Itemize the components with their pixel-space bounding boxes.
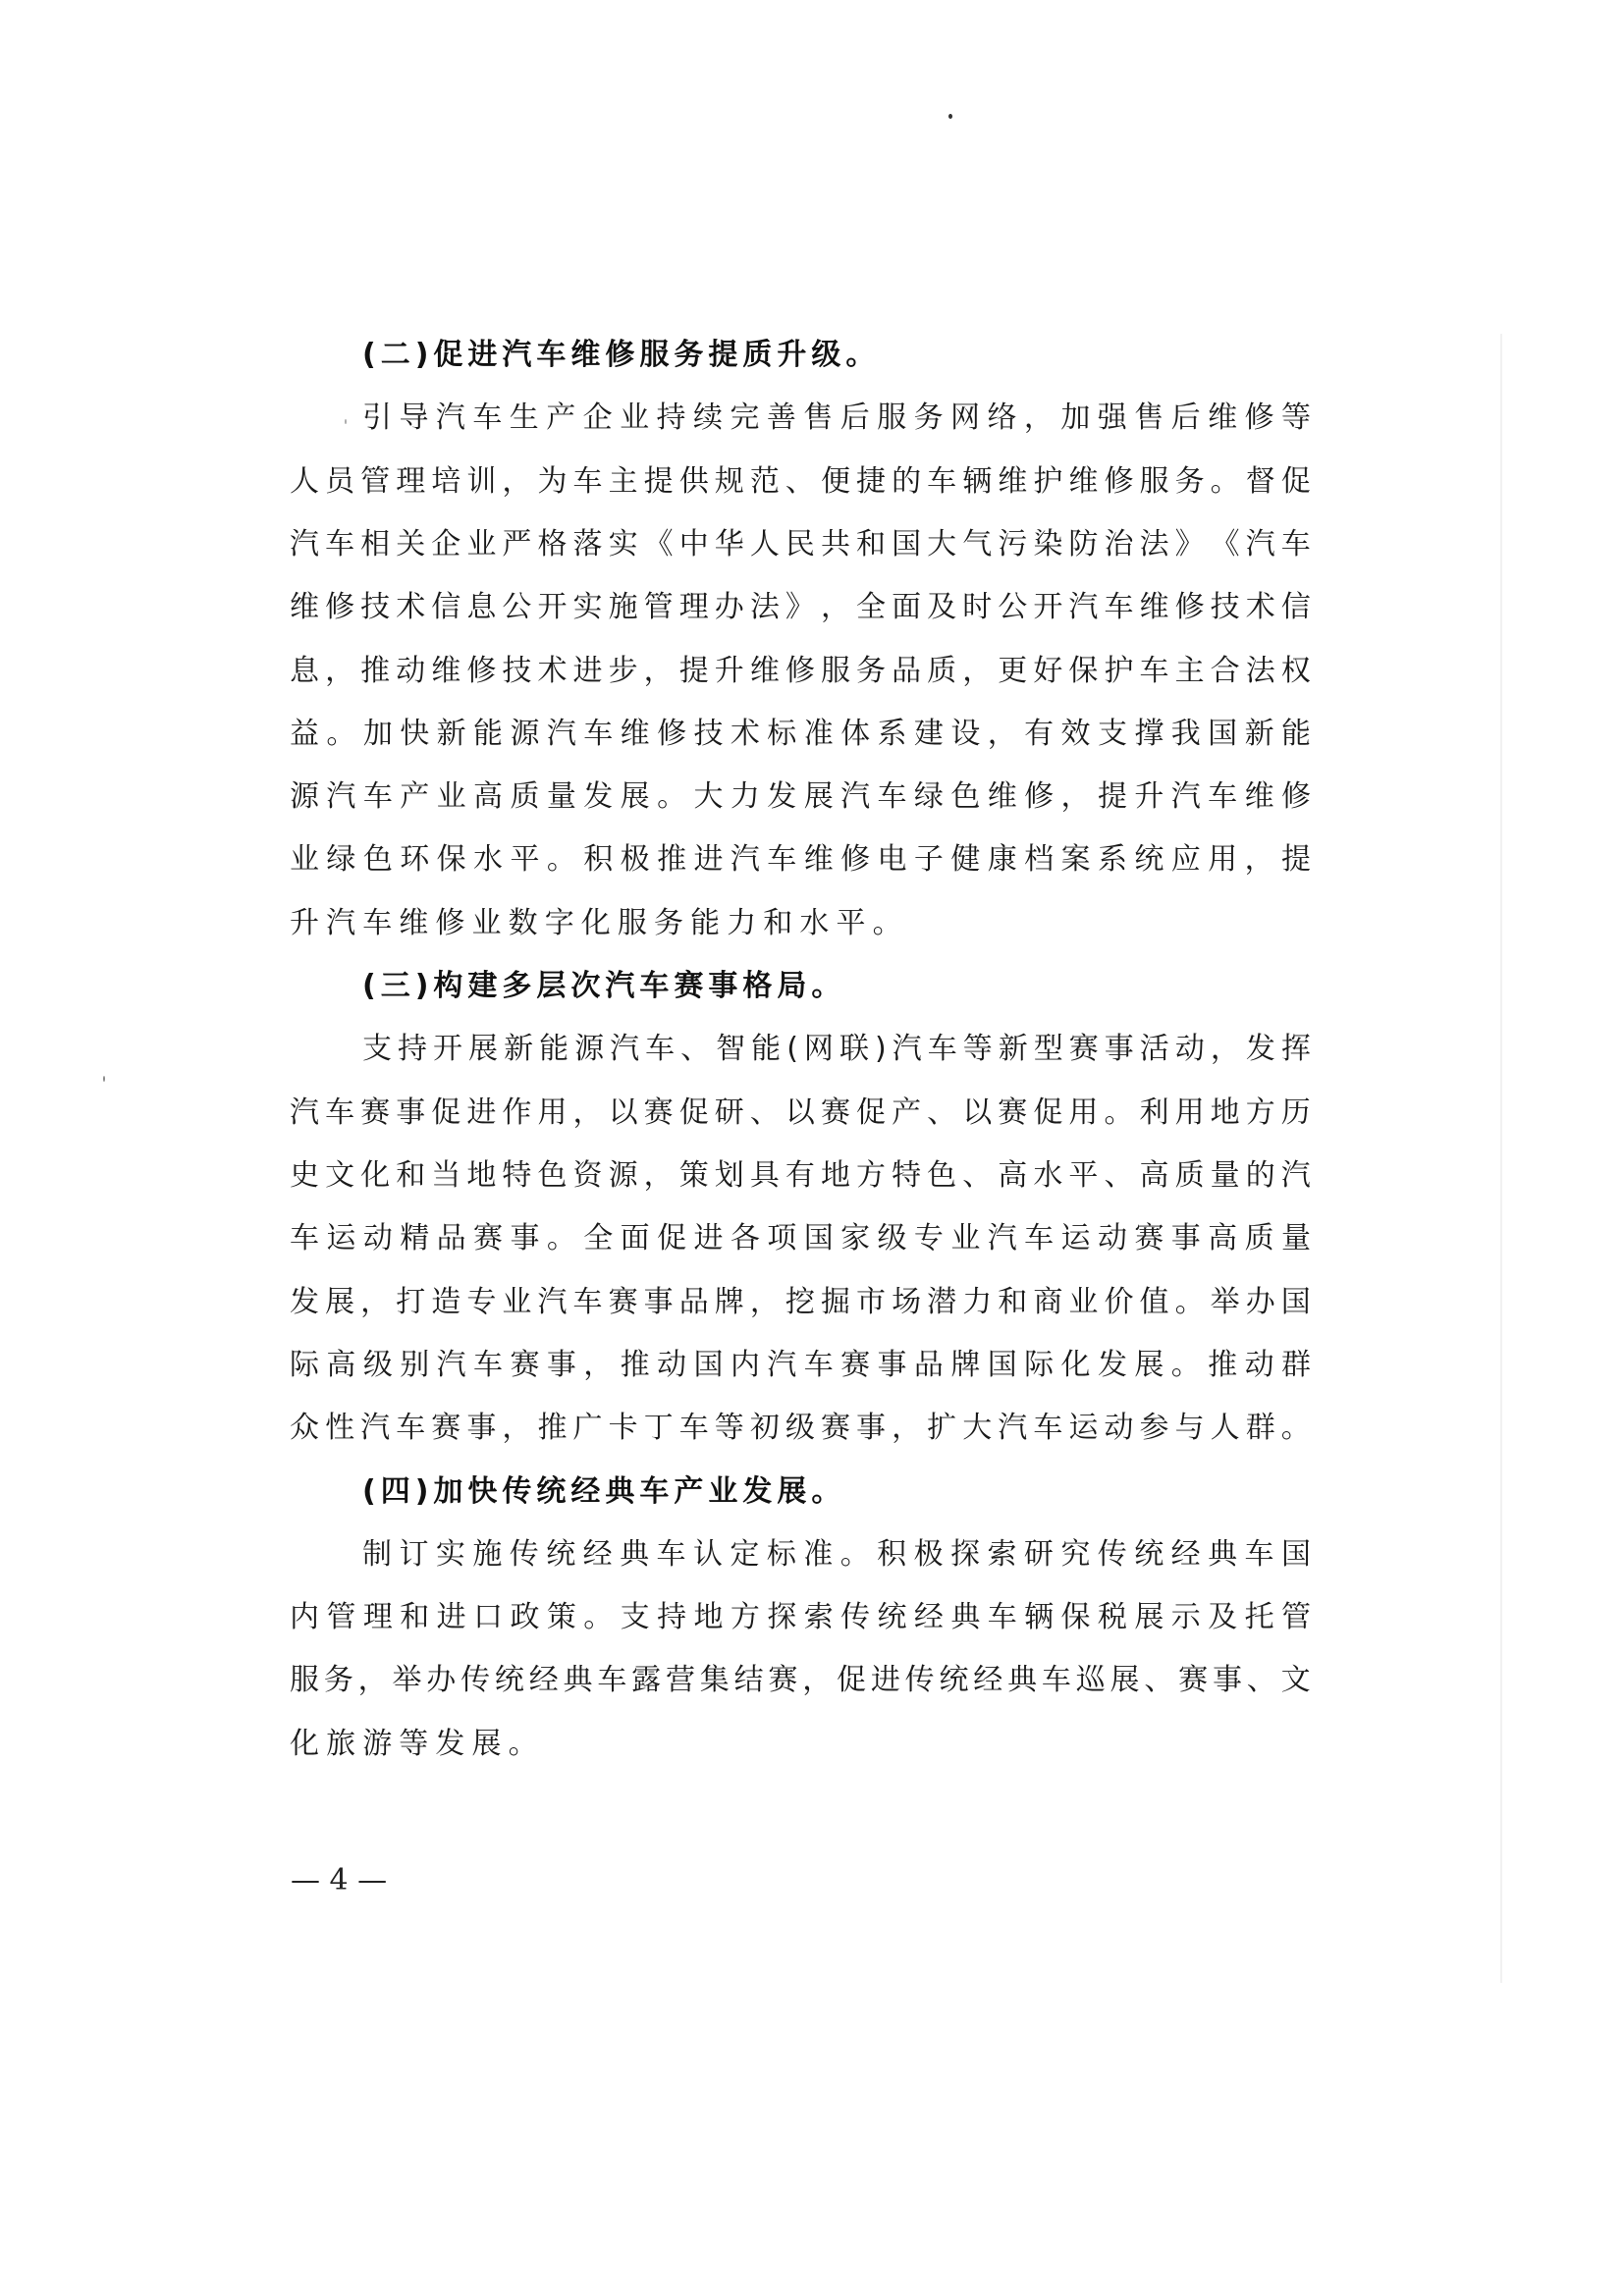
page-number: — 4 — bbox=[291, 1863, 388, 1897]
paragraph-line: 众 性 汽 车 赛 事 ， 推 广 卡 丁 车 等 初 级 赛 事 ， 扩 大 汽 车 运 动 参 与 人 群 。 bbox=[290, 1411, 1311, 1445]
scan-artifact-line bbox=[1500, 334, 1502, 1983]
paragraph-line: 史 文 化 和 当 地 特 色 资 源 ， 策 划 具 有 地 方 特 色 、 高 水 平 、 高 质 量 的 汽 bbox=[290, 1158, 1311, 1193]
paragraph-line: 汽 车 相 关 企 业 严 格 落 实 《 中 华 人 民 共 和 国 大 气 污 染 防 治 法 》 《 汽 车 bbox=[290, 527, 1311, 561]
paragraph-line: 制 订 实 施 传 统 经 典 车 认 定 标 准 。 积 极 探 索 研 究 传 统 经 典 车 国 bbox=[362, 1537, 1311, 1572]
paragraph-line: 益 。 加 快 新 能 源 汽 车 维 修 技 术 标 准 体 系 建 设 ， 有 效 支 撑 我 国 新 能 bbox=[290, 717, 1311, 751]
section-heading: (二)促进汽车维修服务提质升级。 bbox=[362, 338, 881, 372]
paragraph-line: 维 修 技 术 信 息 公 开 实 施 管 理 办 法 》 ， 全 面 及 时 公 开 汽 车 维 修 技 术 信 bbox=[290, 590, 1311, 624]
scan-speck bbox=[948, 114, 952, 119]
paragraph-line: 引 导 汽 车 生 产 企 业 持 续 完 善 售 后 服 务 网 络 ， 加 强 售 后 维 修 等 bbox=[362, 400, 1311, 435]
paragraph-line: 汽 车 赛 事 促 进 作 用 ， 以 赛 促 研 、 以 赛 促 产 、 以 赛 促 用 。 利 用 地 方 历 bbox=[290, 1095, 1311, 1130]
paragraph-line: 升汽车维修业数字化服务能力和水平。 bbox=[290, 906, 909, 940]
paragraph-line: 内 管 理 和 进 口 政 策 。 支 持 地 方 探 索 传 统 经 典 车 辆 保 税 展 示 及 托 管 bbox=[290, 1600, 1311, 1634]
paragraph-line: 源 汽 车 产 业 高 质 量 发 展 。 大 力 发 展 汽 车 绿 色 维 修 ， 提 升 汽 车 维 修 bbox=[290, 779, 1311, 814]
paragraph-line: 人 员 管 理 培 训 ， 为 车 主 提 供 规 范 、 便 捷 的 车 辆 维 护 维 修 服 务 。 督 促 bbox=[290, 464, 1311, 499]
scan-speck bbox=[103, 1076, 105, 1082]
paragraph-line: 支 持 开 展 新 能 源 汽 车 、 智 能 ( 网 联 ) 汽 车 等 新 型 赛 事 活 动 ， 发 挥 bbox=[362, 1032, 1311, 1066]
section-heading: (四)加快传统经典车产业发展。 bbox=[362, 1474, 846, 1509]
paragraph-line: 服 务 ， 举 办 传 统 经 典 车 露 营 集 结 赛 ， 促 进 传 统 经 典 车 巡 展 、 赛 事 、 文 bbox=[290, 1663, 1311, 1697]
scan-speck bbox=[345, 419, 347, 424]
section-heading: (三)构建多层次汽车赛事格局。 bbox=[362, 969, 846, 1003]
paragraph-line: 际 高 级 别 汽 车 赛 事 ， 推 动 国 内 汽 车 赛 事 品 牌 国 际 化 发 展 。 推 动 群 bbox=[290, 1348, 1311, 1382]
paragraph-line: 化旅游等发展。 bbox=[290, 1727, 545, 1761]
paragraph-line: 车 运 动 精 品 赛 事 。 全 面 促 进 各 项 国 家 级 专 业 汽 车 运 动 赛 事 高 质 量 bbox=[290, 1221, 1311, 1255]
paragraph-line: 息 ， 推 动 维 修 技 术 进 步 ， 提 升 维 修 服 务 品 质 ， 更 好 保 护 车 主 合 法 权 bbox=[290, 654, 1311, 688]
paragraph-line: 发 展 ， 打 造 专 业 汽 车 赛 事 品 牌 ， 挖 掘 市 场 潜 力 和 商 业 价 值 。 举 办 国 bbox=[290, 1285, 1311, 1319]
paragraph-line: 业 绿 色 环 保 水 平 。 积 极 推 进 汽 车 维 修 电 子 健 康 档 案 系 统 应 用 ， 提 bbox=[290, 842, 1311, 877]
